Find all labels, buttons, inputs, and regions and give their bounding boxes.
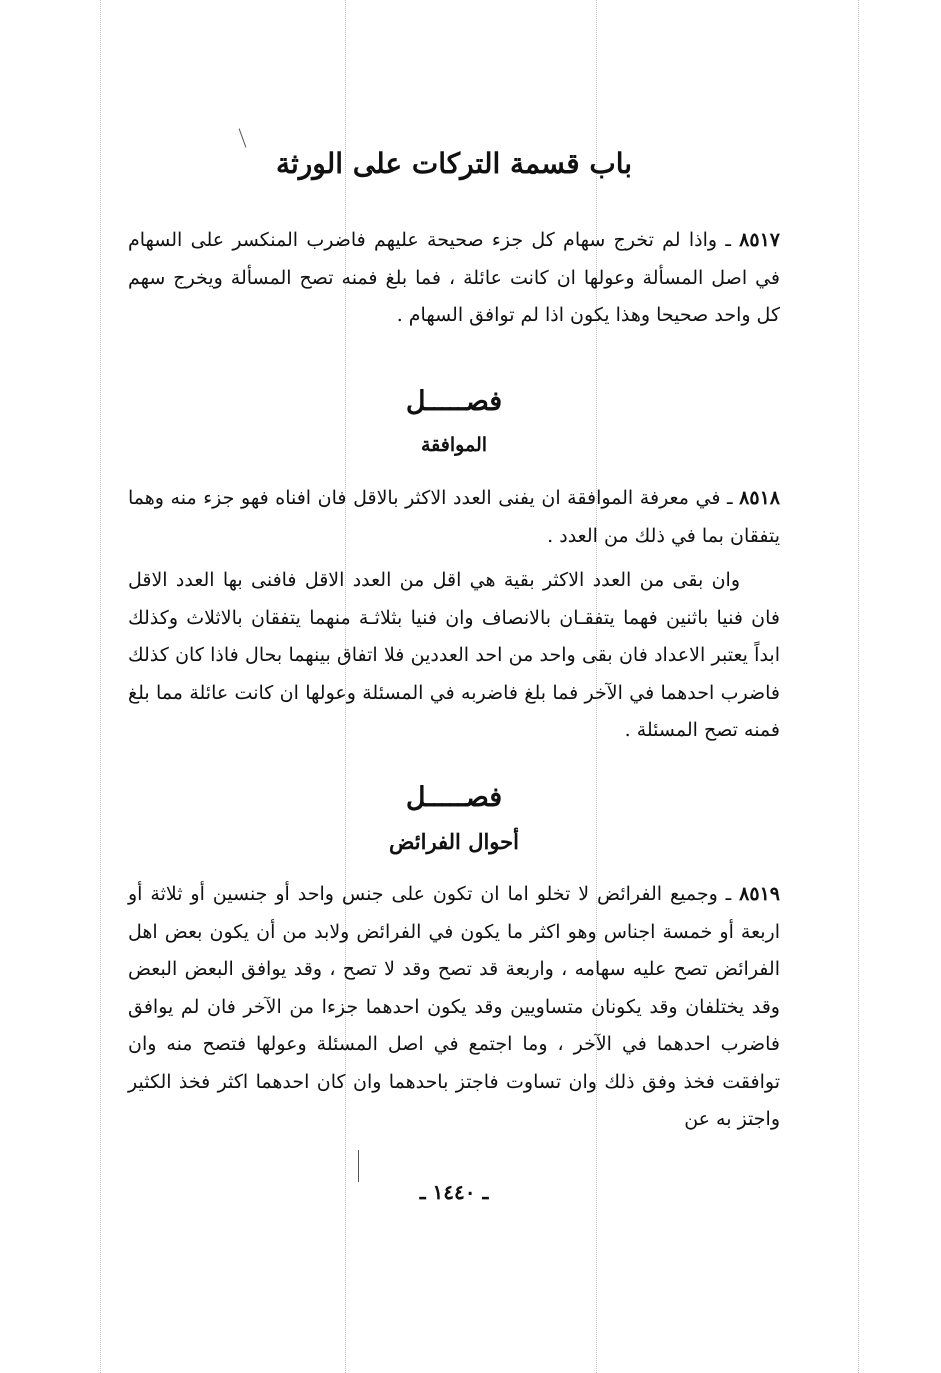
section-heading: فصـــــل: [405, 782, 503, 813]
page-number: ـ ١٤٤٠ ـ: [419, 1180, 489, 1204]
scan-line: [858, 0, 859, 1373]
paragraph-8517: [128, 222, 780, 335]
section-subheading: أحوال الفرائض: [389, 829, 519, 854]
paragraph-8518: [128, 480, 780, 555]
paragraph-text: ـ وجميع الفرائض لا تخلو اما ان تكون على جنس واحد أو جنسين أو ثلاثة أو اربعة أو خمسة اجناس وهو اكثر ما يكون في الفرائض ولابد من أن يكون بعض اهل الفرائض تصح عليه سهامه ، واربعة قد تصح وقد لا تصح ، وقد يوافق البعض البعض وقد يختلفان وقد يكونان متساويين وقد يكون احدهما جزءا من الآخر فان لم يوافق فاضرب احدهما في الآخر ، وما اجتمع في اصل المسئلة وعولها فتصح منه وان توافقت فخذ وفق ذلك وان تساوت فاجتز باحدهما وان كان احدهما اكثر فخذ الكثير واجتز به عن: [128, 883, 780, 1130]
scan-line: [100, 0, 101, 1373]
paragraph-number: ٨٥١٨: [739, 487, 780, 509]
paragraph-number: ٨٥١٧: [739, 229, 780, 251]
section-subheading: الموافقة: [420, 434, 488, 456]
paragraph-text: ـ واذا لم تخرج سهام كل جزء صحيحة عليهم فاضرب المنكسر على السهام في اصل المسألة وعولها ان كانت عائلة ، فما بلغ فمنه تصح المسألة ويخرج سهم كل واحد صحيحا وهذا يكون اذا لم توافق السهام .: [128, 229, 780, 326]
paragraph-8518-continued: وان بقى من العدد الاكثر بقية هي اقل من العدد الاقل فافنى بها العدد الاقل فان فنيا باثنين فهما يتفقـان بالانصاف وان فنيا بثلاثـة منهما يتفقان بالاثلاث وكذلك ابداً يعتبر الاعداد فان بقى واحد من احد العددين فلا اتفاق بينهما بحال فاذا كان كذلك فاضرب احدهما في الآخر فما بلغ فاضربه في المسئلة وعولها ان كانت عائلة مما بلغ فمنه تصح المسئلة .: [128, 569, 780, 741]
paragraph-number: ٨٥١٩: [739, 883, 780, 905]
paragraph-8519: [128, 876, 780, 1139]
chapter-title: باب قسمة التركات على الورثة: [275, 147, 633, 180]
paragraph-text: ـ في معرفة الموافقة ان يفنى العدد الاكثر بالاقل فان افناه فهو جزء منه وهما يتفقان بما في ذلك من العدد .: [128, 487, 780, 547]
section-heading: فصـــــل: [405, 386, 503, 417]
